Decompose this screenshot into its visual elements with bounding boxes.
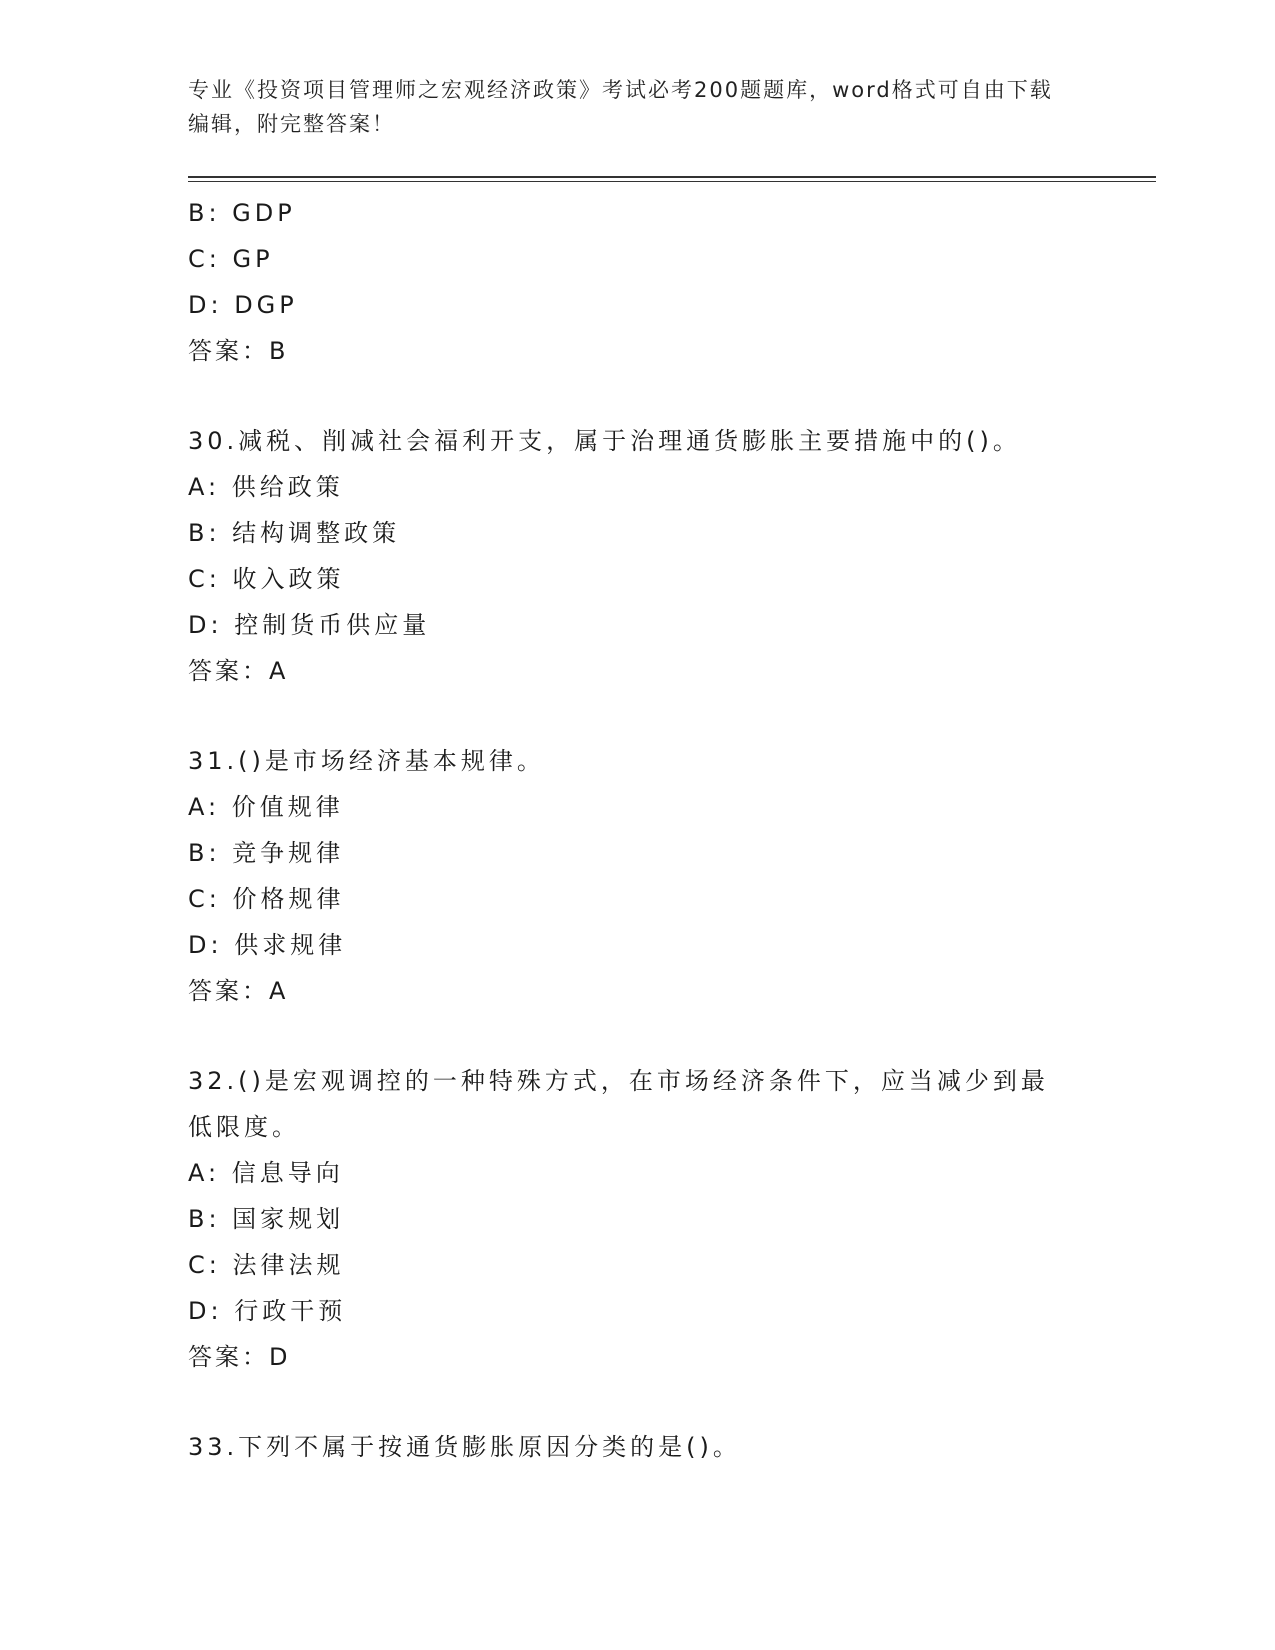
question-32 xyxy=(188,1058,1088,1380)
option-b: B: 竞争规律 xyxy=(188,839,345,867)
answer: 答案：A xyxy=(188,977,289,1005)
option-d: D: DGP xyxy=(188,291,298,319)
answer: 答案：A xyxy=(188,657,289,685)
option-c: C: GP xyxy=(188,245,274,273)
option-c: C: 法律法规 xyxy=(188,1251,345,1279)
question-text: 33.下列不属于按通货膨胀原因分类的是()。 xyxy=(188,1433,741,1461)
header-divider-thick xyxy=(188,176,1156,178)
option-d: D: 供求规律 xyxy=(188,931,347,959)
option-c: C: 收入政策 xyxy=(188,565,345,593)
question-text: 31.()是市场经济基本规律。 xyxy=(188,747,545,775)
option-a: A: 价值规律 xyxy=(188,793,344,821)
page-header: 专业《投资项目管理师之宏观经济政策》考试必考200题题库，word格式可自由下载编辑，附完整答案！ xyxy=(188,78,1053,136)
question-list xyxy=(188,190,1088,1470)
answer: 答案：B xyxy=(188,337,289,365)
option-b: B: 国家规划 xyxy=(188,1205,345,1233)
answer: 答案：D xyxy=(188,1343,291,1371)
option-d: D: 控制货币供应量 xyxy=(188,611,431,639)
question-31 xyxy=(188,738,1088,1014)
option-a: A: 信息导向 xyxy=(188,1159,344,1187)
option-a: A: 供给政策 xyxy=(188,473,344,501)
question-text: 32.()是宏观调控的一种特殊方式，在市场经济条件下，应当减少到最低限度。 xyxy=(188,1067,1049,1141)
header-divider-thin xyxy=(188,181,1156,182)
option-c: C: 价格规律 xyxy=(188,885,345,913)
question-30 xyxy=(188,418,1088,694)
option-b: B: GDP xyxy=(188,199,296,227)
option-b: B: 结构调整政策 xyxy=(188,519,401,547)
carryover-question xyxy=(188,190,1088,374)
option-d: D: 行政干预 xyxy=(188,1297,347,1325)
question-text: 30.减税、削减社会福利开支，属于治理通货膨胀主要措施中的()。 xyxy=(188,427,1021,455)
question-33 xyxy=(188,1424,1088,1470)
